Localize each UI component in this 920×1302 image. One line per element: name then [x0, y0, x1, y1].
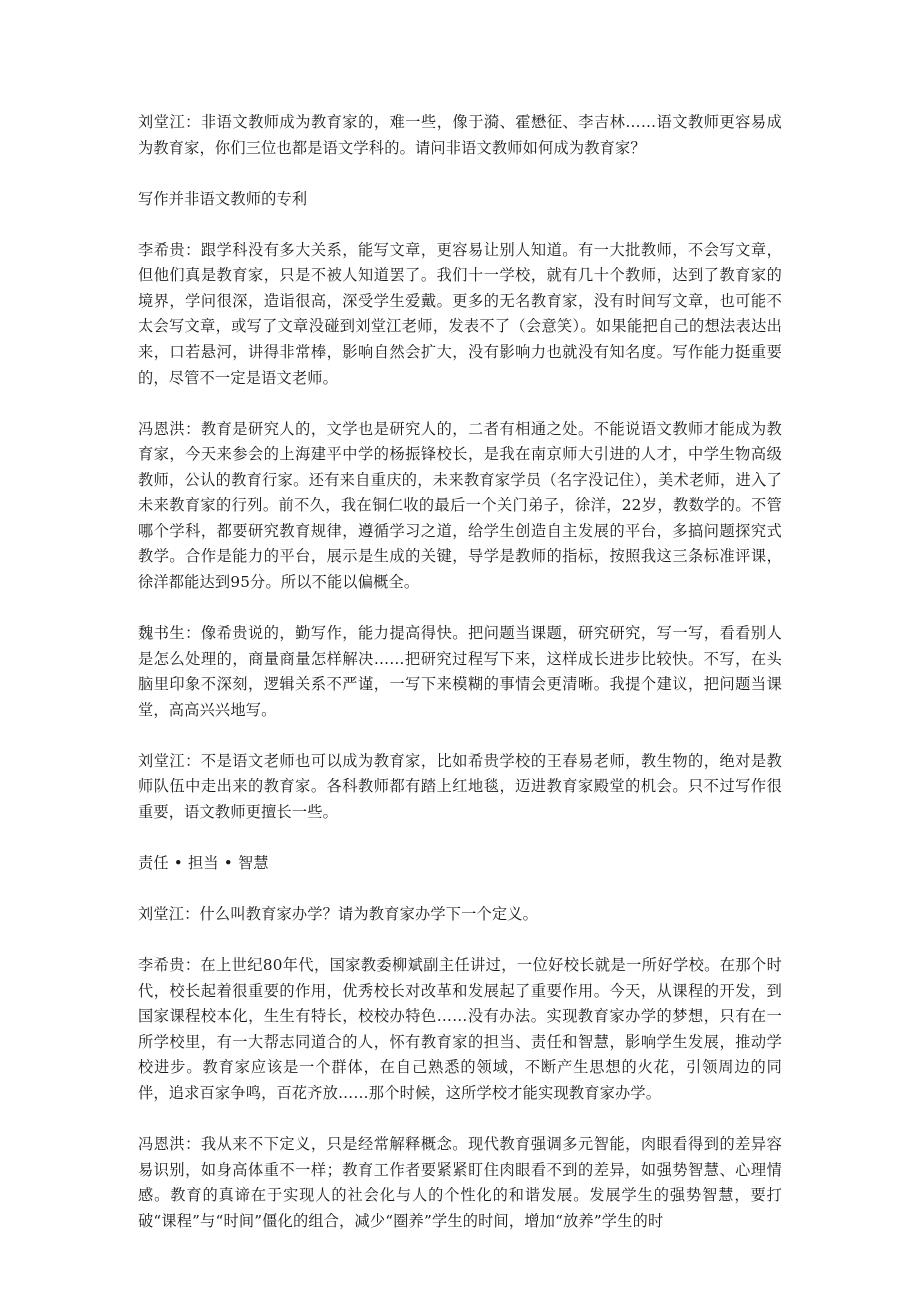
paragraph-liu-comment-1: 刘堂江：不是语文老师也可以成为教育家，比如希贵学校的王春易老师，教生物的，绝对是教师队伍中走出来的教育家。各科教师都有踏上红地毯，迈进教育家殿堂的机会。只不过写作很重要，语文教师更擅长一些。 — [138, 751, 782, 822]
paragraph-li-answer-1: 李希贵：跟学科没有多大关系，能写文章，更容易让别人知道。有一大批教师，不会写文章，但他们真是教育家，只是不被人知道罢了。我们十一学校，就有几十个教师，达到了教育家的境界，学问很深，造诣很高，深受学生爱戴。更多的无名教育家，没有时间写文章，也可能不太会写文章，或写了文章没碰到刘堂江老师，发表不了（会意笑）。如果能把自己的想法表达出来，口若悬河，讲得非常棒，影响自然会扩大，没有影响力也就没有知名度。写作能力挺重要的，尽管不一定是语文老师。 — [138, 240, 782, 387]
paragraph-feng-answer-2: 冯恩洪：我从来不下定义，只是经常解释概念。现代教育强调多元智能，肉眼看得到的差异容易识别，如身高体重不一样；教育工作者要紧紧盯住肉眼看不到的差异，如强势智慧、心理情感。教育的真谛在于实现人的社会化与人的个性化的和谐发展。发展学生的强势智慧，要打破“课程”与“时间”僵化的组合，减少“圈养”学生的时间，增加“放养”学生的时 — [138, 1134, 782, 1230]
paragraph-li-answer-2: 李希贵：在上世纪80年代，国家教委柳斌副主任讲过，一位好校长就是一所好学校。在那个时代，校长起着很重要的作用，优秀校长对改革和发展起了重要作用。今天，从课程的开发，到国家课程校本化，生生有特长，校校办特色……没有办法。实现教育家办学的梦想，只有在一所学校里，有一大帮志同道合的人，怀有教育家的担当、责任和智慧，影响学生发展，推动学校进步。教育家应该是一个群体，在自己熟悉的领域，不断产生思想的火花，引领周边的同伴，追求百家争鸣，百花齐放……那个时候，这所学校才能实现教育家办学。 — [138, 955, 782, 1102]
paragraph-feng-answer-1: 冯恩洪：教育是研究人的，文学也是研究人的，二者有相通之处。不能说语文教师才能成为教育家，今天来参会的上海建平中学的杨振锋校长，是我在南京师大引进的人才，中学生物高级教师，公认的教育行家。还有来自重庆的，未来教育家学员（名字没记住），美术老师，进入了未来教育家的行列。前不久，我在铜仁收的最后一个关门弟子，徐洋，22岁，教数学的。不管哪个学科，都要研究教育规律，遵循学习之道，给学生创造自主发展的平台，多搞问题探究式教学。合作是能力的平台，展示是生成的关键，导学是教师的指标，按照我这三条标准评课，徐洋都能达到95分。所以不能以偏概全。 — [138, 419, 782, 592]
section-heading-writing: 写作并非语文教师的专利 — [138, 189, 308, 208]
section-heading-responsibility: 责任 • 担当 • 智慧 — [138, 854, 269, 872]
paragraph-liu-question-2: 刘堂江：什么叫教育家办学？请为教育家办学下一个定义。 — [138, 904, 539, 923]
paragraph-liu-question-1: 刘堂江：非语文教师成为教育家的，难一些，像于漪、霍懋征、李吉林……语文教师更容易成为教育家，你们三位也都是语文学科的。请问非语文教师如何成为教育家？ — [138, 113, 782, 157]
paragraph-wei-answer-1: 魏书生：像希贵说的，勤写作，能力提高得快。把问题当课题，研究研究，写一写，看看别人是怎么处理的，商量商量怎样解决……把研究过程写下来，这样成长进步比较快。不写，在头脑里印象不深刻，逻辑关系不严谨，一写下来模糊的事情会更清晰。我提个建议，把问题当课堂，高高兴兴地写。 — [138, 624, 782, 719]
document-body — [138, 110, 782, 1260]
